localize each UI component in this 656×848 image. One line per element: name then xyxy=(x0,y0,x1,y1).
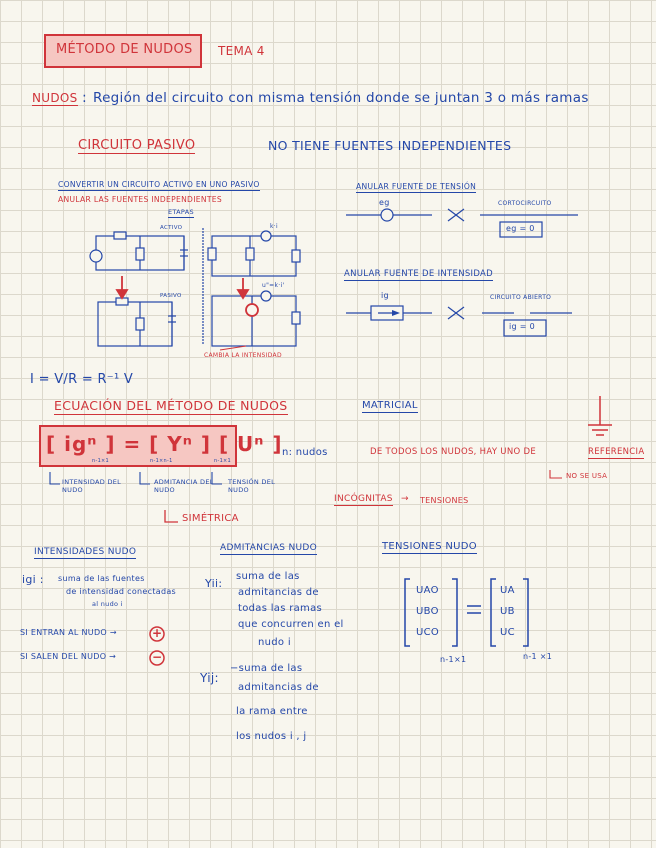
uc: UC xyxy=(500,627,515,638)
yii-text-2: admitancias de xyxy=(238,587,319,598)
tema-label: TEMA 4 xyxy=(218,44,265,58)
tension-source-icon xyxy=(381,209,393,221)
cortocircuito-label: CORTOCIRCUITO xyxy=(498,200,552,207)
aux-label: k·i xyxy=(270,223,278,230)
ig-label: ig xyxy=(381,291,389,300)
dependent-source-label: u"=k·i' xyxy=(262,282,285,289)
matrix-formula: [ igⁿ ] = [ Yⁿ ] [ Uⁿ ] xyxy=(46,432,283,456)
intensidades-heading: INTENSIDADES NUDO xyxy=(34,547,137,557)
yij-text-4: los nudos i , j xyxy=(236,731,307,742)
circuito-abierto-label: CIRCUITO ABIERTO xyxy=(490,294,552,301)
yij-text-2: admitancias de xyxy=(238,682,319,693)
referencia-label: REFERENCIA xyxy=(588,447,645,457)
yij-var: Yij: xyxy=(200,671,219,685)
yii-text-3: todas las ramas xyxy=(238,603,323,614)
simetrica-label: SIMÉTRICA xyxy=(182,513,239,524)
page-title: MÉTODO DE NUDOS xyxy=(56,42,193,57)
admitancias-heading: ADMITANCIAS NUDO xyxy=(220,543,317,553)
anular-tension-heading: ANULAR FUENTE DE TENSIÓN xyxy=(356,182,477,191)
dim-u: n-1×1 xyxy=(214,458,232,464)
igi-text-3: al nudo i xyxy=(92,600,123,608)
incognitas-label: INCÓGNITAS xyxy=(334,494,393,504)
convertir-heading: CONVERTIR UN CIRCUITO ACTIVO EN UNO PASIVO xyxy=(58,180,260,189)
ecuacion-heading: ECUACIÓN DEL MÉTODO DE NUDOS xyxy=(54,398,288,413)
igi-text-1: suma de las fuentes xyxy=(58,574,145,583)
voltage-source-icon xyxy=(90,250,102,262)
dim-right: n-1 ×1 xyxy=(523,652,553,661)
incognitas-arrow: → xyxy=(401,494,409,504)
todos-los-nudos: DE TODOS LOS NUDOS, HAY UNO DE xyxy=(370,447,536,457)
activo-label: ACTIVO xyxy=(160,225,183,231)
tension-nudo-label: TENSIÓN DEL NUDO xyxy=(228,478,276,495)
tensiones-label: TENSIONES xyxy=(420,496,469,505)
intensidad-nudo-label: INTENSIDAD DEL NUDO xyxy=(62,478,122,495)
igi-var: igi : xyxy=(22,573,44,586)
dim-ig: n-1×1 xyxy=(92,458,110,464)
matricial-label: MATRICIAL xyxy=(362,400,418,411)
tensiones-heading: TENSIONES NUDO xyxy=(382,541,477,552)
plus-sign: + xyxy=(152,626,163,640)
yij-text-1: −suma de las xyxy=(230,663,303,674)
uao: UAO xyxy=(416,585,439,596)
circuito-pasivo-heading: CIRCUITO PASIVO xyxy=(78,138,196,153)
uco: UCO xyxy=(416,627,440,638)
minus-sign: − xyxy=(152,650,163,664)
no-se-usa: NO SE USA xyxy=(566,472,608,480)
dim-y: n-1×n-1 xyxy=(150,458,173,464)
dim-left: n-1×1 xyxy=(440,655,467,664)
yii-text-4: que concurren en el xyxy=(238,619,344,630)
ohm-formula: I = V/R = R⁻¹ V xyxy=(30,372,134,387)
admitancia-nudo-label: ADMITANCIA DEL NUDO xyxy=(154,478,214,495)
passive-circuit-left xyxy=(98,302,172,346)
yii-var: Yii: xyxy=(205,577,223,590)
eg-label: eg xyxy=(379,198,390,207)
rule-entran: SI ENTRAN AL NUDO → xyxy=(20,628,117,637)
circuito-pasivo-desc: NO TIENE FUENTES INDEPENDIENTES xyxy=(268,138,512,153)
igi-text-2: de intensidad conectadas xyxy=(66,587,177,596)
n-nudos-label: n: nudos xyxy=(282,447,328,458)
convertir-sub: ANULAR LAS FUENTES INDEPENDIENTES xyxy=(58,195,222,204)
ig-zero: ig = 0 xyxy=(509,322,535,331)
rule-salen: SI SALEN DEL NUDO → xyxy=(20,652,117,661)
anular-intensidad-heading: ANULAR FUENTE DE INTENSIDAD xyxy=(344,269,494,279)
yii-text-5: nudo i xyxy=(258,637,291,648)
ua: UA xyxy=(500,585,515,596)
cambia-intensidad-caption: CAMBIA LA INTENSIDAD xyxy=(204,352,282,359)
yii-text-1: suma de las xyxy=(236,571,300,582)
ubo: UBO xyxy=(416,606,439,617)
pasivo-label: PASIVO xyxy=(160,293,182,299)
eg-zero: eg = 0 xyxy=(506,224,535,233)
nudos-colon: : xyxy=(82,90,88,106)
yij-text-3: la rama entre xyxy=(236,706,308,717)
etapas-label: ETAPAS xyxy=(168,208,194,216)
nudos-definition: Región del circuito con misma tensión donde se juntan 3 o más ramas xyxy=(93,90,589,106)
nudos-label: NUDOS xyxy=(32,91,78,105)
ub: UB xyxy=(500,606,515,617)
